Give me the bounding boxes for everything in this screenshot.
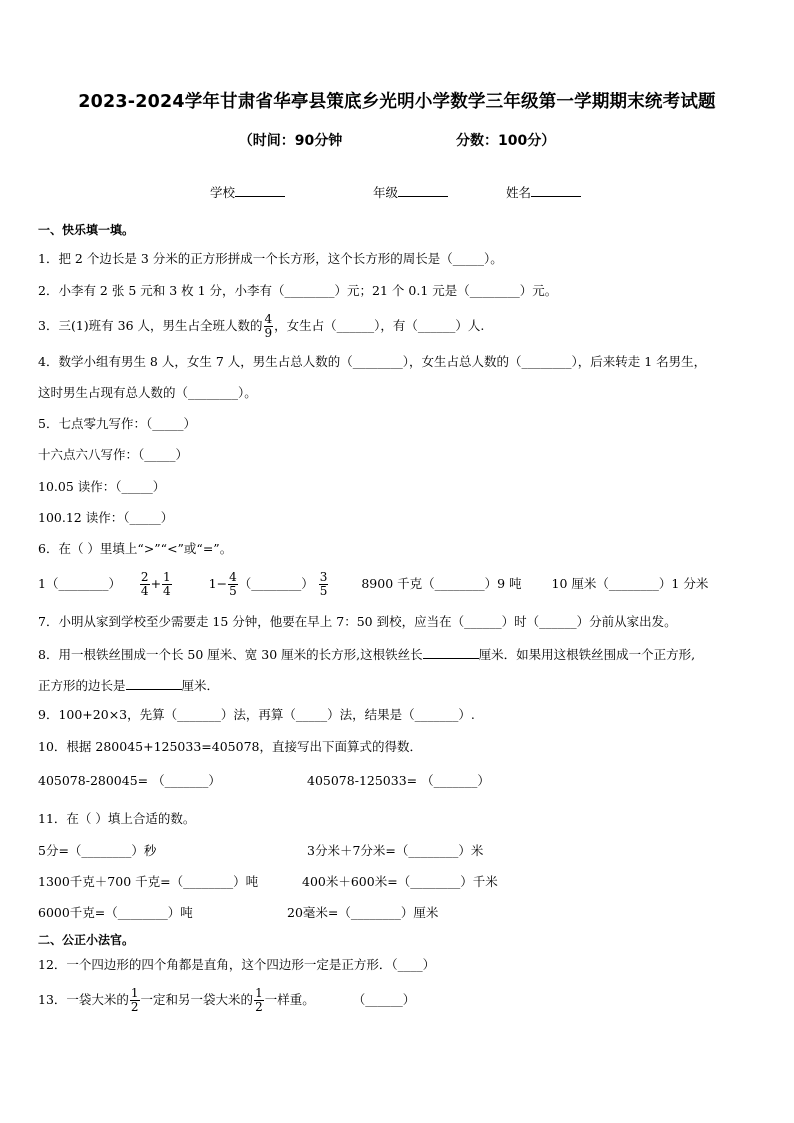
question-9: 9．100+20×3，先算（_______）法，再算（_____）法，结果是（_______）. [38,707,475,722]
question-12: 12．一个四边形的四个角都是直角，这个四边形一定是正方形．（____） [38,957,436,972]
school-field: 学校 [210,183,285,201]
question-6-row: 1（________） $\frac{2}{4}$ + $\frac{1}{4}$ 1− $\frac{4}{5}$ （________） $\frac{3}{5}$ 8900 千克（________）9 吨 10 厘米（________）1 分米 [38,570,709,598]
question-11-row-3a: 6000千克=（________）吨 [38,905,193,920]
question-7: 7．小明从家到学校至少需要走 15 分钟，他要在早上 7：50 到校，应当在（______）时（______）分前从家出发。 [38,614,677,629]
question-11-row-1a: 5分=（________）秒 [38,843,157,858]
question-8-line-1: 8．用一根铁丝围成一个长 50 厘米、宽 30 厘米的长方形,这根铁丝长 厘米．如果用这根铁丝围成一个正方形, [38,647,696,662]
grade-blank[interactable] [398,184,448,197]
fraction: $\frac{3}{5}$ [319,570,328,598]
score-label: 分数：100分） [456,133,556,149]
name-field: 姓名 [506,183,581,201]
question-13: 13．一袋大米的 $\frac{1}{2}$ 一定和另一袋大米的 $\frac{1}{2}$ 一样重。 （______） [38,986,416,1014]
question-11-row-2a: 1300千克＋700 千克=（________）吨 [38,874,259,889]
fraction: $\frac{4}{9}$ [264,312,273,340]
question-4-line-2: 这时男生占现有总人数的（________）。 [38,385,257,400]
question-8-line-2: 正方形的边长是 厘米． [38,678,220,693]
question-2: 2．小李有 2 张 5 元和 3 枚 1 分，小李有（________）元；21 个 0.1 元是（________）元。 [38,283,558,298]
question-11: 11．在（ ）填上合适的数。 [38,811,196,826]
time-label: （时间：90分钟 [238,133,343,149]
question-10: 10．根据 280045+125033=405078，直接写出下面算式的得数． [38,739,422,754]
question-10-a: 405078-280045= （_______） [38,773,221,788]
section-2-heading: 二、公正小法官。 [38,933,135,947]
question-5-b: 十六点六八写作：（_____） [38,447,189,462]
fraction: $\frac{1}{2}$ [255,986,263,1014]
fraction: $\frac{1}{4}$ [163,570,171,598]
question-3: 3．三(1)班有 36 人，男生占全班人数的 $\frac{4}{9}$ ，女生占（______），有（______）人. [38,312,485,340]
question-11-row-3b: 20毫米=（________）厘米 [287,905,439,920]
question-5-c: 10.05 读作：（_____） [38,479,166,494]
question-11-row-1b: 3分米＋7分米=（________）米 [307,843,484,858]
fraction: $\frac{2}{4}$ [140,570,149,598]
name-blank[interactable] [531,184,581,197]
question-10-b: 405078-125033= （_______） [307,773,490,788]
question-1: 1．把 2 个边长是 3 分米的正方形拼成一个长方形，这个长方形的周长是（_____）。 [38,251,503,266]
page-title: 2023-2024学年甘肃省华亭县策底乡光明小学数学三年级第一学期期末统考试题 [78,92,716,112]
question-11-row-2b: 400米＋600米=（________）千米 [302,874,498,889]
answer-blank[interactable] [126,677,182,690]
fraction: $\frac{4}{5}$ [229,570,237,598]
grade-field: 年级 [373,183,448,201]
subtitle [0,130,794,150]
answer-blank[interactable] [423,646,479,659]
fraction: $\frac{1}{2}$ [130,986,139,1014]
section-1-heading: 一、快乐填一填。 [38,223,135,237]
question-5-a: 5．七点零九写作：（_____） [38,416,196,431]
question-5-d: 100.12 读作：（_____） [38,510,174,525]
question-4-line-1: 4．数学小组有男生 8 人，女生 7 人，男生占总人数的（________），女生占总人数的（________），后来转走 1 名男生， [38,354,707,369]
question-6: 6．在（ ）里填上“>”“<”或“=”。 [38,541,233,556]
school-blank[interactable] [235,184,285,197]
